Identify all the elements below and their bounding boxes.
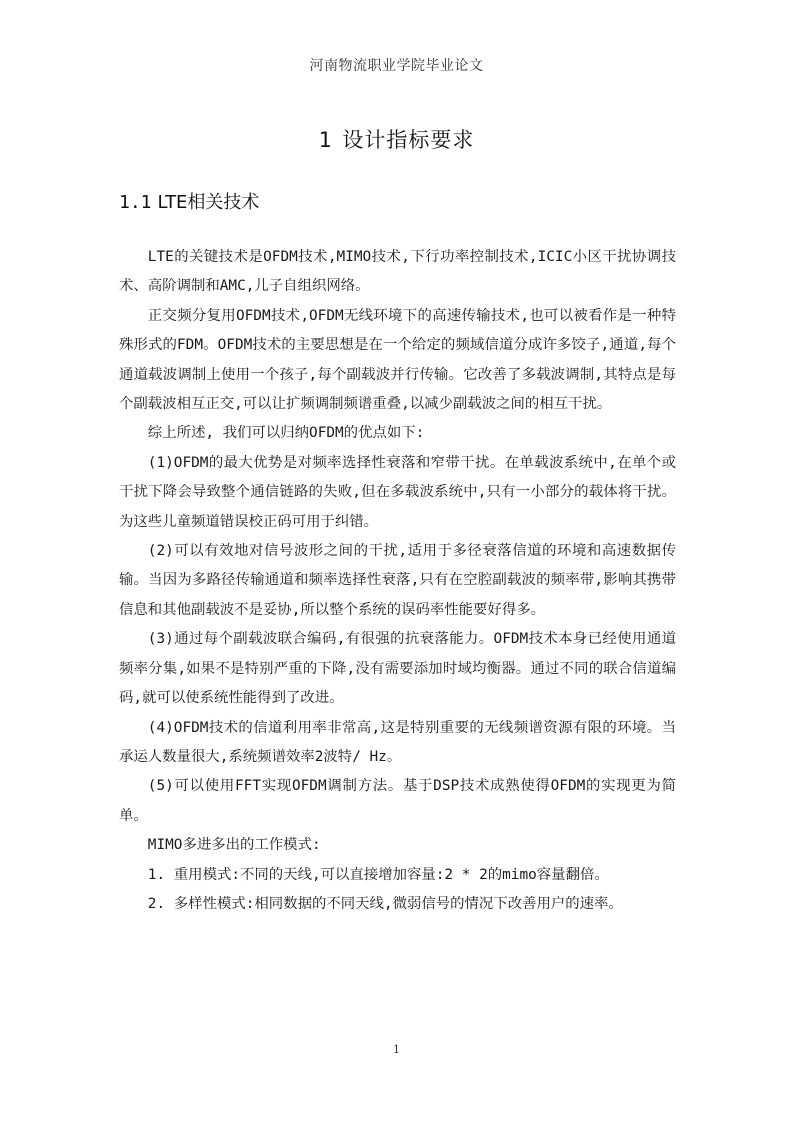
paragraph-advantage-4: (4)OFDM技术的信道利用率非常高,这是特别重要的无线频谱资源有限的环境。当承运人数量很大,系统频谱效率2波特/ Hz。 [119, 719, 676, 765]
paragraph-advantage-5: (5)可以使用FFT实现OFDM调制方法。基于DSP技术成熟使得OFDM的实现更为简单。 [119, 778, 676, 824]
page-number: 1 [393, 1043, 400, 1056]
paragraph-advantage-2: (2)可以有效地对信号波形之间的干扰,适用于多径衰落信道的环境和高速数据传输。当因为多路径传输通道和频率选择性衰落,只有在空腔副载波的频率带,影响其携带信息和其他副载波不是妥协,所以整个系统的误码率性能要好得多。 [119, 543, 676, 618]
chapter-title-text: 设计指标要求 [342, 128, 475, 152]
paragraph-ofdm-advantages-intro: 综上所述, 我们可以归纳OFDM的优点如下: [147, 425, 425, 442]
paragraph-key-technologies: LTE的关键技术是OFDM技术,MIMO技术,下行功率控制技术,ICIC小区干扰协调技术、高阶调制和AMC,儿子自组织网络。 [119, 249, 676, 295]
paragraph-ofdm-intro: 正交频分复用OFDM技术,OFDM无线环境下的高速传输技术,也可以被看作是一种特殊形式的FDM。OFDM技术的主要思想是在一个给定的频域信道分成许多饺子,通道,每个通道载波调制上使用一个孩子,每个副载波并行传输。它改善了多载波调制,其特点是每个副载波相互正交,可以让扩频调制频谱重叠,以减少副载波之间的相互干扰。 [119, 307, 676, 413]
section-number: 1.1 [119, 192, 152, 213]
paragraph-mimo-modes-intro: MIMO多进多出的工作模式: [147, 837, 321, 854]
body-text [119, 243, 676, 919]
paragraph-mimo-mode-1: 1. 重用模式:不同的天线,可以直接增加容量:2 * 2的mimo容量翻倍。 [147, 866, 609, 883]
running-header: 河南物流职业学院毕业论文 [309, 58, 484, 74]
chapter-number: 1 [318, 128, 333, 152]
paragraph-advantage-1: (1)OFDM的最大优势是对频率选择性衰落和窄带干扰。在单载波系统中,在单个或干扰下降会导致整个通信链路的失败,但在多载波系统中,只有一小部分的载体将干扰。为这些儿童频道错误校正码可用于纠错。 [119, 454, 676, 530]
paragraph-mimo-mode-2: 2. 多样性模式:相同数据的不同天线,微弱信号的情况下改善用户的速率。 [147, 895, 623, 912]
section-heading [119, 188, 259, 214]
paragraph-advantage-3: (3)通过每个副载波联合编码,有很强的抗衰落能力。OFDM技术本身已经使用通道频率分集,如果不是特别严重的下降,没有需要添加时域均衡器。通过不同的联合信道编码,就可以使系统性能得到了改进。 [119, 631, 676, 707]
chapter-title [0, 124, 793, 154]
section-title-text: LTE相关技术 [157, 192, 260, 213]
